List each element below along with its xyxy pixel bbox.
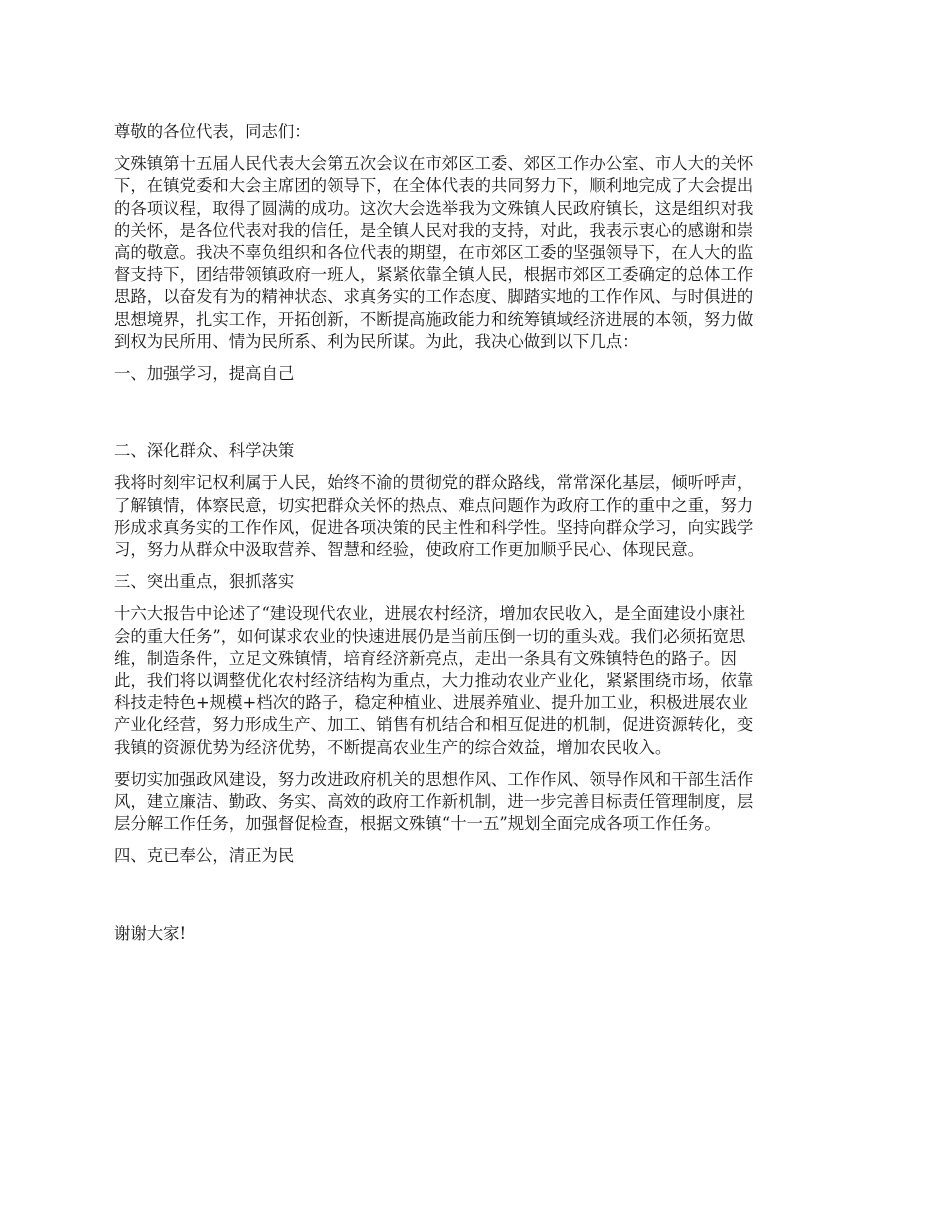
- intro-line: 思路，以奋发有为的精神状态、求真务实的工作态度、脚踏实地的工作作风、与时俱进的: [114, 287, 754, 307]
- section-2-line: 我将时刻牢记权利属于人民，始终不渝的贯彻党的群众路线，常常深化基层，倾听呼声，: [114, 473, 754, 493]
- section-3b-line: 要切实加强政风建设，努力改进政府机关的思想作风、工作作风、领导作风和干部生活作: [114, 769, 754, 789]
- intro-paragraph: [114, 153, 841, 353]
- section-heading-2: 二、深化群众、科学决策: [114, 441, 295, 461]
- section-3a-line: 会的重大任务”，如何谋求农业的快速进展仍是当前压倒一切的重头戏。我们必须拓宽思: [114, 626, 746, 646]
- section-3a-line: 我镇的资源优势为经济优势，不断提高农业生产的综合效益，增加农民收入。: [114, 737, 672, 757]
- intro-line: 到权为民所用、情为民所系、利为民所谋。为此，我决心做到以下几点：: [114, 331, 639, 351]
- section-3-paragraph-a: [114, 603, 841, 758]
- intro-line: 高的敬意。我决不辜负组织和各位代表的期望，在市郊区工委的坚强领导下，在人大的监: [114, 243, 754, 263]
- section-3a-line: 此，我们将以调整优化农村经济结构为重点，大力推动农业产业化，紧紧围绕市场，依靠: [114, 671, 754, 691]
- intro-line: 的各项议程，取得了圆满的成功。这次大会选举我为文殊镇人民政府镇长，这是组织对我: [114, 198, 754, 218]
- section-3a-line: 产业化经营，努力形成生产、加工、销售有机结合和相互促进的机制，促进资源转化，变: [114, 715, 754, 735]
- intro-line: 督支持下，团结带领镇政府一班人，紧紧依靠全镇人民，根据市郊区工委确定的总体工作: [114, 265, 754, 285]
- intro-line: 下，在镇党委和大会主席团的领导下，在全体代表的共同努力下，顺利地完成了大会提出: [114, 176, 754, 196]
- section-2-line: 形成求真务实的工作作风，促进各项决策的民主性和科学性。坚持向群众学习，向实践学: [114, 517, 754, 537]
- intro-line: 的关怀，是各位代表对我的信任，是全镇人民对我的支持，对此，我表示衷心的感谢和崇: [114, 220, 754, 240]
- section-heading-1: 一、加强学习，提高自己: [114, 364, 295, 384]
- section-3-paragraph-b: [114, 769, 841, 836]
- section-3a-line: 十六大报告中论述了“建设现代农业，进展农村经济，增加农民收入，是全面建设小康社: [114, 604, 746, 624]
- intro-line: 思想境界，扎实工作，开拓创新，不断提高施政能力和统筹镇域经济进展的本领，努力做: [114, 309, 754, 329]
- section-2-line: 了解镇情，体察民意，切实把群众关怀的热点、难点问题作为政府工作的重中之重，努力: [114, 495, 754, 515]
- section-heading-4: 四、克已奉公，清正为民: [114, 846, 295, 866]
- intro-line: 文殊镇第十五届人民代表大会第五次会议在市郊区工委、郊区工作办公室、市人大的关怀: [114, 154, 754, 174]
- closing-text: 谢谢大家!: [114, 923, 187, 943]
- section-2-line: 习，努力从群众中汲取营养、智慧和经验，使政府工作更加顺乎民心、体现民意。: [114, 540, 705, 560]
- greeting: 尊敬的各位代表，同志们：: [114, 122, 311, 141]
- section-heading-3: 三、突出重点，狠抓落实: [114, 572, 295, 592]
- document-page: [114, 121, 841, 945]
- section-2-paragraph: [114, 472, 841, 561]
- section-3a-line: 科技走特色+规模+档次的路子，稳定种植业、进展养殖业、提升加工业，积极进展农业: [114, 693, 748, 713]
- section-3b-line: 风，建立廉洁、勤政、务实、高效的政府工作新机制，进一步完善目标责任管理制度，层: [114, 792, 754, 812]
- section-3a-line: 维，制造条件，立足文殊镇情，培育经济新亮点，走出一条具有文殊镇特色的路子。因: [114, 648, 737, 668]
- section-3b-line: 层分解工作任务，加强督促检查，根据文殊镇“十一五”规划全面完成各项工作任务。: [114, 814, 721, 834]
